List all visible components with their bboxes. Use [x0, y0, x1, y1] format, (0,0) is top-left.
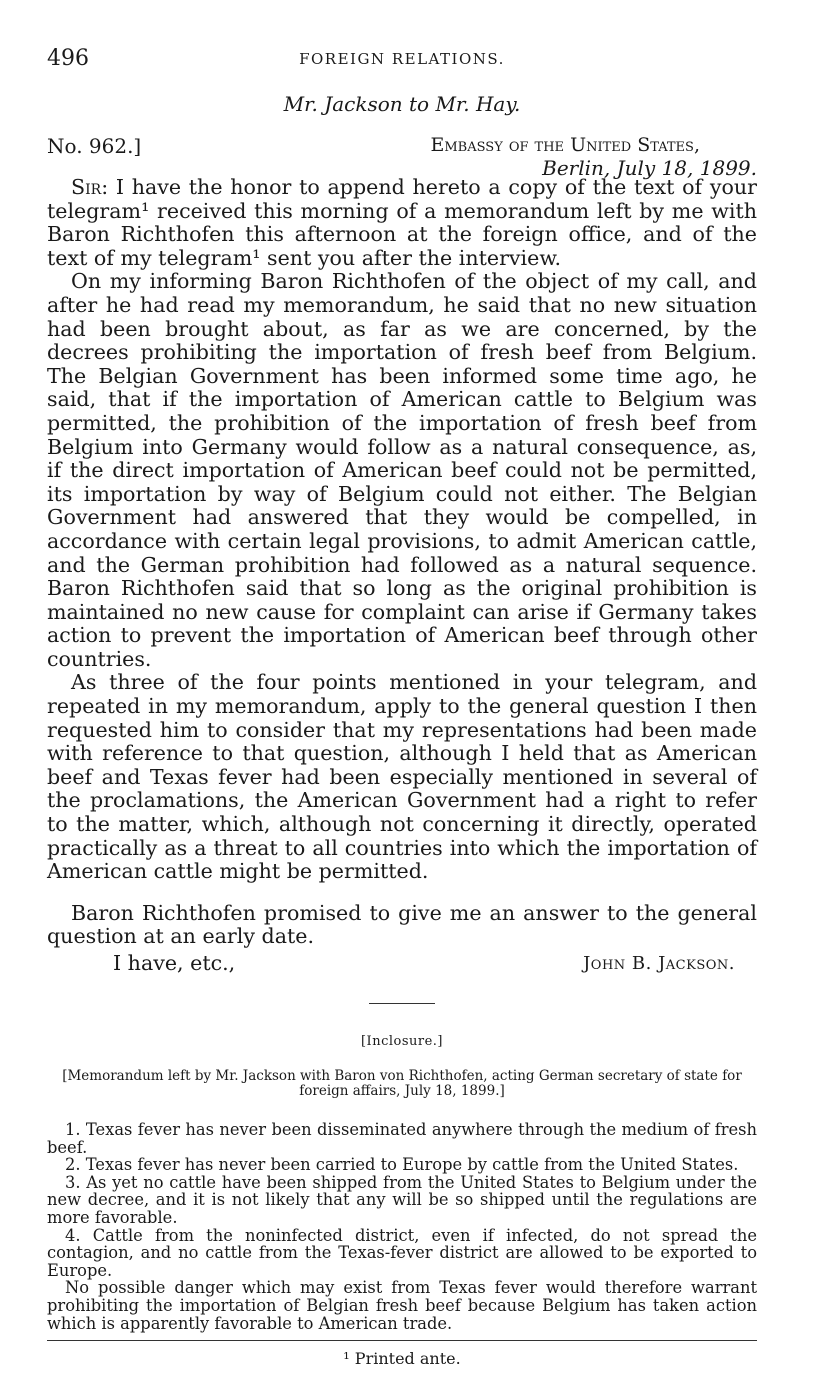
footnote-rule [47, 1340, 757, 1341]
page-number: 496 [47, 46, 89, 71]
salutation: Sir [71, 175, 102, 199]
paragraph-3: As three of the four points mentioned in your telegram, and repeated in my memorandum, apply to the general question I then requested him to consider that my representations had been made with reference to that question, although I held that as American beef and Texas fever had been especially mentioned in several of the proclamations, the American Government had a right to refer to the matter, which, although not concerning it directly, operated practically as a threat to all countries into which the importation of American cattle might be permitted. [47, 670, 757, 884]
document-number: No. 962.] [47, 134, 142, 158]
signer-name: John B. Jackson. [583, 953, 735, 974]
memorandum-note: [Memorandum left by Mr. Jackson with Baron von Richthofen, acting German secretary of state for foreign affairs, July 18, 1899.] [62, 1068, 742, 1099]
signoff [47, 949, 757, 979]
memorandum-point: 3. As yet no cattle have been shipped from the United States to Belgium under the new decree, and it is not likely that any will be so shipped until the regulations are more favorable. [47, 1172, 757, 1227]
paragraph-2: On my informing Baron Richthofen of the object of my call, and after he had read my memorandum, he said that no new situation had been brought about, as far as we are concerned, by the decrees prohibiting the importation of fresh beef from Belgium. The Belgian Government has been informed some time ago, he said, that if the importation of American cattle to Belgium was permitted, the prohibition of the importation of fresh beef from Belgium into Germany would follow as a natural consequence, as, if the direct importation of American beef could not be permitted, its importation by way of Belgium could not either. The Belgian Government had answered that they would be compelled, in accordance with certain legal provisions, to admit American cattle, and the German prohibition had followed as a natural sequence. Baron Richthofen said that so long as the original prohibition is maintained no new cause for complaint can arise if Germany takes action to prevent the importation of American beef through other countries. [47, 269, 757, 671]
embassy-heading: Embassy of the United States, [430, 134, 700, 156]
paragraph-4: Baron Richthofen promised to give me an answer to the general question at an early date. [47, 900, 757, 949]
letter-title: Mr. Jackson to Mr. Hay. [283, 92, 521, 116]
place-date: Berlin, July 18, 1899. [542, 156, 757, 180]
page-header [47, 40, 757, 70]
paragraph-1-text: : I have the honor to append hereto a copy of the text of your telegram¹ received this morning of a memorandum left by me with Baron Richthofen this afternoon at the foreign office, and of the text of my telegram¹ sent you after the interview. [47, 175, 757, 270]
section-divider [369, 1003, 435, 1004]
memorandum-point: 1. Texas fever has never been disseminated anywhere through the medium of fresh beef. [47, 1120, 757, 1157]
memorandum-conclusion: No possible danger which may exist from Texas fever would therefore warrant prohibiting the importation of Belgian fresh beef because Belgium has taken action which is apparently favorable to American trade. [47, 1278, 757, 1333]
document-page [47, 40, 757, 1368]
memorandum-point: 2. Texas fever has never been carried to Europe by cattle from the United States. [65, 1155, 739, 1175]
closing-phrase: I have, etc., [113, 951, 236, 975]
memorandum-points [47, 1121, 757, 1279]
running-head: FOREIGN RELATIONS. [299, 50, 505, 68]
footnote: ¹ Printed ante. [343, 1349, 461, 1369]
memorandum-point: 4. Cattle from the noninfected district, even if infected, do not spread the contagion, and no cattle from the Texas-fever district are allowed to be exported to Europe. [47, 1225, 757, 1280]
inclosure-label: [Inclosure.] [360, 1034, 443, 1049]
paragraph-1 [47, 176, 757, 270]
dateline [47, 128, 757, 180]
